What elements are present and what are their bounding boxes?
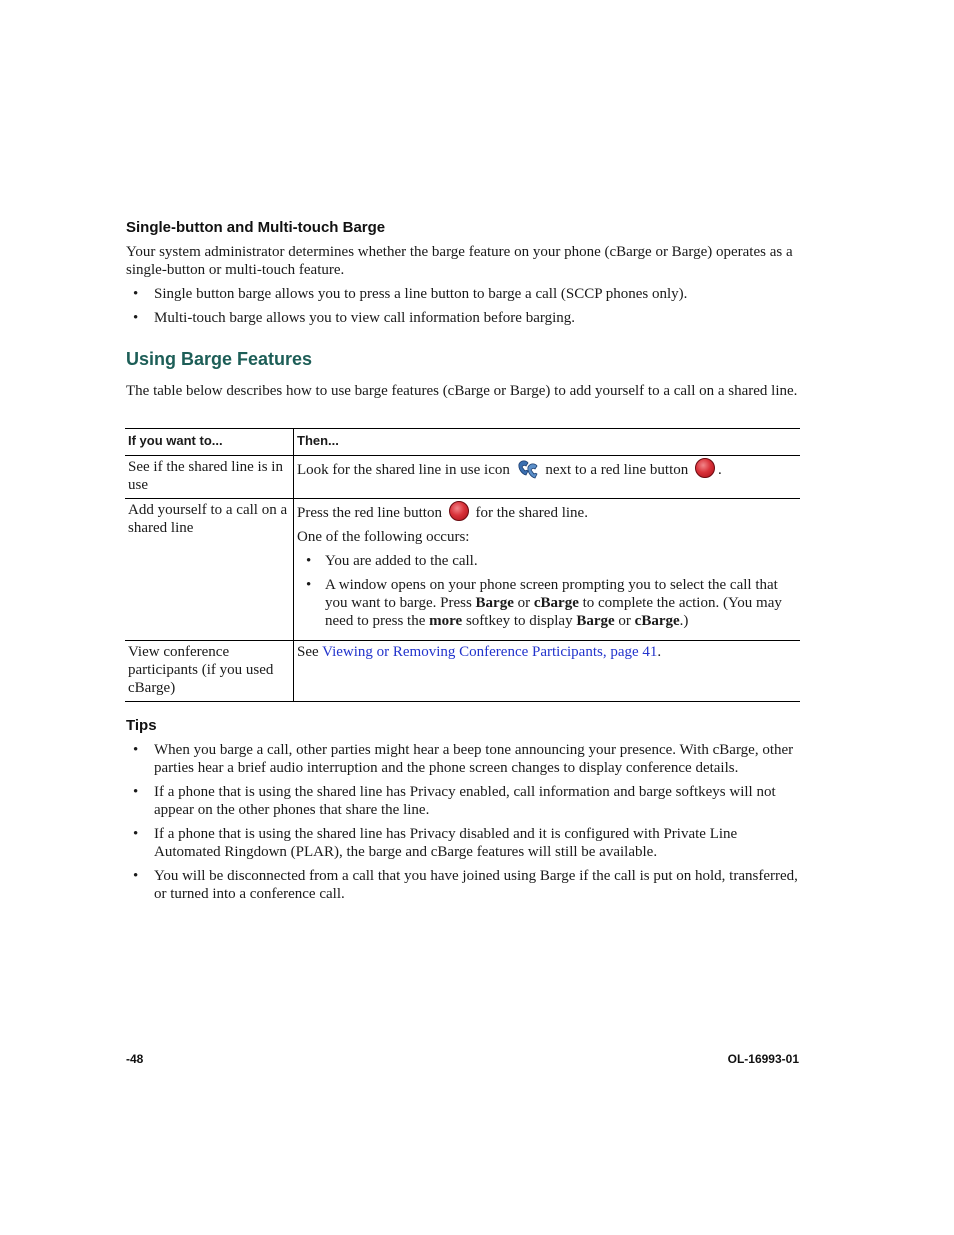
red-line-button-icon xyxy=(695,458,715,478)
table-header-row xyxy=(125,429,800,456)
list-item: • You will be disconnected from a call that you have joined using Barge if the call is put on hold, transferred, or turned into a conference call. xyxy=(126,867,806,903)
list-item: • Single button barge allows you to press a line button to barge a call (SCCP phones only). xyxy=(126,285,806,303)
shared-line-in-use-icon xyxy=(516,458,540,480)
section-heading-using-barge: Using Barge Features xyxy=(126,349,313,369)
list-item: • Multi-touch barge allows you to view call information before barging. xyxy=(126,309,806,327)
conference-participants-link[interactable]: Viewing or Removing Conference Participants, page 41 xyxy=(322,644,658,660)
table-row xyxy=(125,456,800,499)
using-barge-intro: The table below describes how to use barge features (cBarge or Barge) to add yourself to a call on a shared line. xyxy=(126,383,798,399)
cell-then: Look for the shared line in use icon next to a red line button . xyxy=(294,456,801,499)
list-item: • If a phone that is using the shared line has Privacy enabled, call information and barge softkeys will not appear on the other phones that share the line. xyxy=(126,783,806,819)
page-number: -48 xyxy=(126,1052,144,1066)
barge-bullet-list xyxy=(126,285,806,333)
occurs-text: One of the following occurs: xyxy=(297,529,470,545)
section-heading-barge: Single-button and Multi-touch Barge xyxy=(126,219,386,236)
cell-want: Add yourself to a call on a shared line xyxy=(125,499,294,641)
cell-want: View conference participants (if you used cBarge) xyxy=(125,641,294,702)
list-item: • A window opens on your phone screen prompting you to select the call that you want to barge. Press Barge or cBarge to complete the action. (You may need to press the more softkey to display Barge or cBarge.) xyxy=(297,576,797,630)
tips-heading: Tips xyxy=(126,717,157,734)
occurs-bullet-list xyxy=(297,552,797,630)
document-id: OL-16993-01 xyxy=(727,1052,799,1066)
table-row xyxy=(125,499,800,641)
table-row xyxy=(125,641,800,702)
column-header-want: If you want to... xyxy=(125,429,294,456)
tips-bullet-list xyxy=(126,741,806,909)
barge-intro: Your system administrator determines whether the barge feature on your phone (cBarge or Barge) operates as a single-button or multi-touch feature. xyxy=(126,244,793,278)
list-item: • When you barge a call, other parties might hear a beep tone announcing your presence. With cBarge, other parties hear a brief audio interruption and the phone screen changes to display conference details. xyxy=(126,741,806,777)
list-item: • If a phone that is using the shared line has Privacy disabled and it is configured with Private Line Automated Ringdown (PLAR), the barge and cBarge features will still be available. xyxy=(126,825,806,861)
column-header-then: Then... xyxy=(294,429,801,456)
cell-want: See if the shared line is in use xyxy=(125,456,294,499)
red-line-button-icon xyxy=(449,501,469,521)
barge-table xyxy=(125,428,800,702)
cell-then: See Viewing or Removing Conference Participants, page 41. xyxy=(294,641,801,702)
cell-then: Press the red line button for the shared line. One of the following occurs: • You are added to the call. • A window opens on your phone screen prompting you to select the call that you want to barge. Press Barge or cBarge to complete the action. (You may need to press the more softkey to display Barge or cBarge.) xyxy=(294,499,801,641)
list-item: • You are added to the call. xyxy=(297,552,797,570)
